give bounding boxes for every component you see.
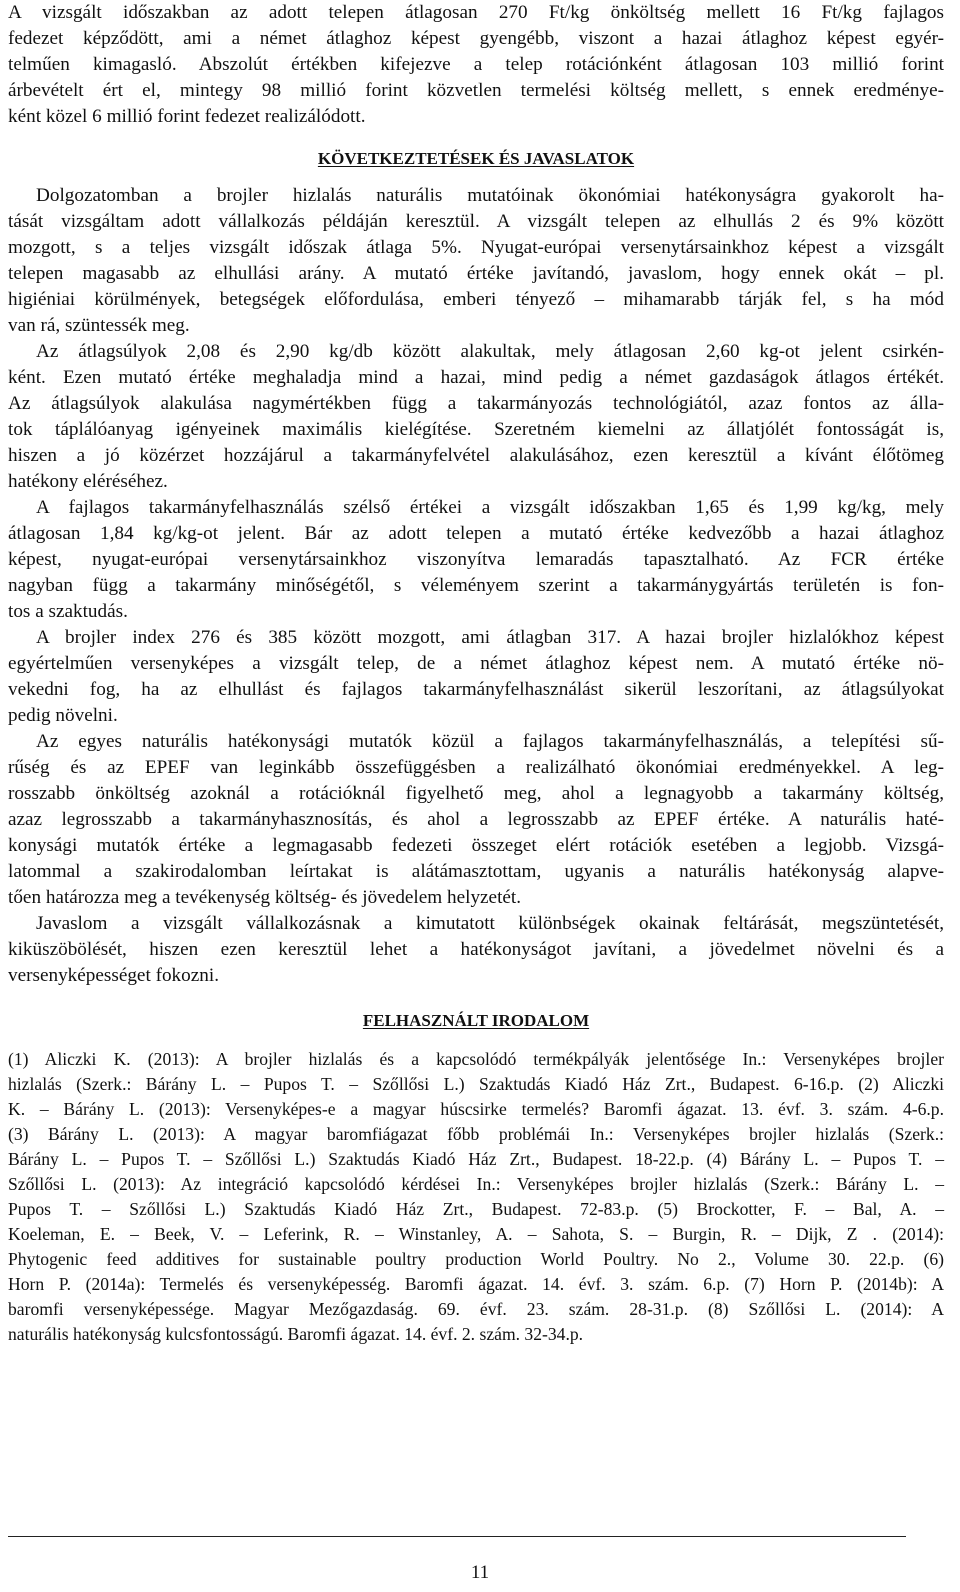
reference-line: (1) Aliczki K. (2013): A brojler hizlalás és a kapcsolódó termékpályák jelentősége In.: Versenyképes brojler (8, 1049, 944, 1069)
text-line: vekedni fog, ha az elhullást és fajlagos takarmányfelhasználást sikerül leszorítani, az átlagsúlyokat (8, 679, 944, 700)
text-line: tos a szaktudás. (8, 601, 128, 622)
text-line: azaz legrosszabb a takarmányhasznosítás, és ahol a legrosszabb az EPEF értéke. A naturális haté- (8, 809, 944, 830)
reference-line: hizlalás (Szerk.: Bárány L. – Pupos T. – Szőllősi L.) Szaktudás Kiadó Ház Zrt., Budapest. 6-16.p. (2) Aliczki (8, 1074, 944, 1094)
reference-line: Horn P. (2014a): Termelés és versenyképesség. Baromfi ágazat. 14. évf. 3. szám. 6.p. (7) Horn P. (2014b): A (8, 1274, 944, 1294)
text-line: A vizsgált időszakban az adott telepen átlagosan 270 Ft/kg önköltség mellett 16 Ft/kg fajlagos (8, 2, 944, 23)
text-line: mozgott, s a teljes vizsgált időszak átlaga 5%. Nyugat-európai versenytársainkhoz képest a vizsgált (8, 237, 944, 258)
text-line: tően határozza meg a tevékenység költség- és jövedelem helyzetét. (8, 887, 522, 908)
text-line: hiszen a jó közérzet hozzájárul a takarmányfelvétel alakulásához, ezen keresztül a kívánt élőtömeg (8, 445, 944, 466)
text-line: pedig növelni. (8, 705, 118, 726)
reference-line: K. – Bárány L. (2013): Versenyképes-e a magyar húscsirke termelés? Baromfi ágazat. 13. évf. 3. szám. 4-6.p. (8, 1099, 944, 1119)
text-line: Dolgozatomban a brojler hizlalás naturális mutatóinak ökonómiai hatékonyságra gyakorolt ha- (36, 185, 944, 206)
text-line: képest, nyugat-európai versenytársainkhoz viszonyítva lemaradás tapasztalható. Az FCR értéke (8, 549, 944, 570)
reference-line: Koeleman, E. – Beek, V. – Leferink, R. – Winstanley, A. – Sahota, S. – Burgin, R. – Dijk, Z . (2014): (8, 1224, 944, 1244)
text-line: egyértelműen versenyképes a vizsgált telep, de a német átlaghoz képest nem. A mutató értéke nö- (8, 653, 944, 674)
reference-line: (3) Bárány L. (2013): A magyar baromfiágazat főbb problémái In.: Versenyképes brojler hizlalás (Szerk.: (8, 1124, 944, 1144)
text-line: átlagosan 1,84 kg/kg-ot jelent. Bár az adott telepen a mutató értéke kedvezőbb a hazai átlaghoz (8, 523, 944, 544)
reference-line: Szőllősi L. (2013): Az integráció kapcsolódó kérdései In.: Versenyképes brojler hizlalás (Szerk.: Bárány L. – (8, 1174, 944, 1194)
text-line: fedezet képződött, ami a német átlaghoz képest gyengébb, viszont a hazai átlaghoz képest egyér- (8, 28, 944, 49)
text-line: hatékony eléréséhez. (8, 471, 168, 492)
text-line: nagyban függ a takarmány minőségétől, s véleményem szerint a takarmánygyártás területén is fon- (8, 575, 944, 596)
text-line: kiküszöbölését, hiszen ezen keresztül lehet a hatékonyságot javítani, a jövedelmet növelni és a (8, 939, 944, 960)
footer-divider (8, 1536, 906, 1537)
text-line: árbevételt ért el, mintegy 98 millió forint közvetlen termelési költség mellett, s ennek eredménye- (8, 80, 944, 101)
text-line: Az átlagsúlyok alakulása nagymértékben függ a takarmányozás technológiától, azaz fontos az álla- (8, 393, 944, 414)
reference-line: Bárány L. – Pupos T. – Szőllősi L.) Szaktudás Kiadó Ház Zrt., Budapest. 18-22.p. (4) Bárány L. – Pupos T. – (8, 1149, 944, 1169)
text-line: tok táplálóanyag igényeinek maximális kielégítése. Szeretném kiemelni az állatjólét fontosságát is, (8, 419, 944, 440)
text-line: latommal a szakirodalomban leírtakat is alátámasztottam, ugyanis a naturális hatékonyság alapve- (8, 861, 944, 882)
text-line: rosszabb önköltség azoknál a rotációknál figyelhető meg, ahol a legnagyobb a takarmány költség, (8, 783, 944, 804)
text-line: telműen kimagasló. Abszolút értékben kifejezve a telep rotációnként átlagosan 103 millió forint (8, 54, 944, 75)
text-line: Az átlagsúlyok 2,08 és 2,90 kg/db között alakultak, mely átlagosan 2,60 kg-ot jelent csirkén- (36, 341, 944, 362)
text-line: telepen magasabb az elhullási arány. A mutató értéke javítandó, javaslom, hogy ennek okát – pl. (8, 263, 944, 284)
reference-line: naturális hatékonyság kulcsfontosságú. Baromfi ágazat. 14. évf. 2. szám. 32-34.p. (8, 1324, 584, 1344)
page-number: 11 (470, 1562, 490, 1583)
section-heading-conclusions: KÖVETKEZTETÉSEK ÉS JAVASLATOK (317, 149, 635, 168)
text-line: rűség és az EPEF van leginkább összefüggésben a realizálható ökonómiai eredményekkel. A leg- (8, 757, 944, 778)
text-line: Az egyes naturális hatékonysági mutatók közül a fajlagos takarmányfelhasználás, a telepítési sű- (36, 731, 944, 752)
text-line: konysági mutatók értéke a legmagasabb fedezeti összeget elért rotációk esetében a legjobb. Vizsgá- (8, 835, 944, 856)
reference-line: Phytogenic feed additives for sustainable poultry production World Poultry. No 2., Volume 30. 22.p. (6) (8, 1249, 944, 1269)
text-line: higiéniai körülmények, betegségek előfordulása, emberi tényező – mihamarabb tárják fel, s ha mód (8, 289, 944, 310)
text-line: A brojler index 276 és 385 között mozgott, ami átlagban 317. A hazai brojler hizlalókhoz képest (36, 627, 944, 648)
reference-line: Pupos T. – Szőllősi L.) Szaktudás Kiadó Ház Zrt., Budapest. 72-83.p. (5) Brockotter, F. – Bal, A. – (8, 1199, 944, 1219)
text-line: ként. Ezen mutató értéke meghaladja mind a hazai, mind pedig a német gazdaságok átlagos értékét. (8, 367, 944, 388)
text-line: Javaslom a vizsgált vállalkozásnak a kimutatott különbségek okainak feltárását, megszüntetését, (36, 913, 944, 934)
text-line: versenyképességet fokozni. (8, 965, 219, 986)
section-heading-references: FELHASZNÁLT IRODALOM (362, 1011, 590, 1030)
text-line: tását vizsgáltam adott vállalkozás példáján keresztül. A vizsgált telepen az elhullás 2 és 9% között (8, 211, 944, 232)
text-line: A fajlagos takarmányfelhasználás szélső értékei a vizsgált időszakban 1,65 és 1,99 kg/kg, mely (36, 497, 944, 518)
text-line: ként közel 6 millió forint fedezet realizálódott. (8, 106, 366, 127)
reference-line: baromfi versenyképessége. Magyar Mezőgazdaság. 69. évf. 23. szám. 28-31.p. (8) Szőllősi L. (2014): A (8, 1299, 944, 1319)
text-line: van rá, szüntessék meg. (8, 315, 190, 336)
